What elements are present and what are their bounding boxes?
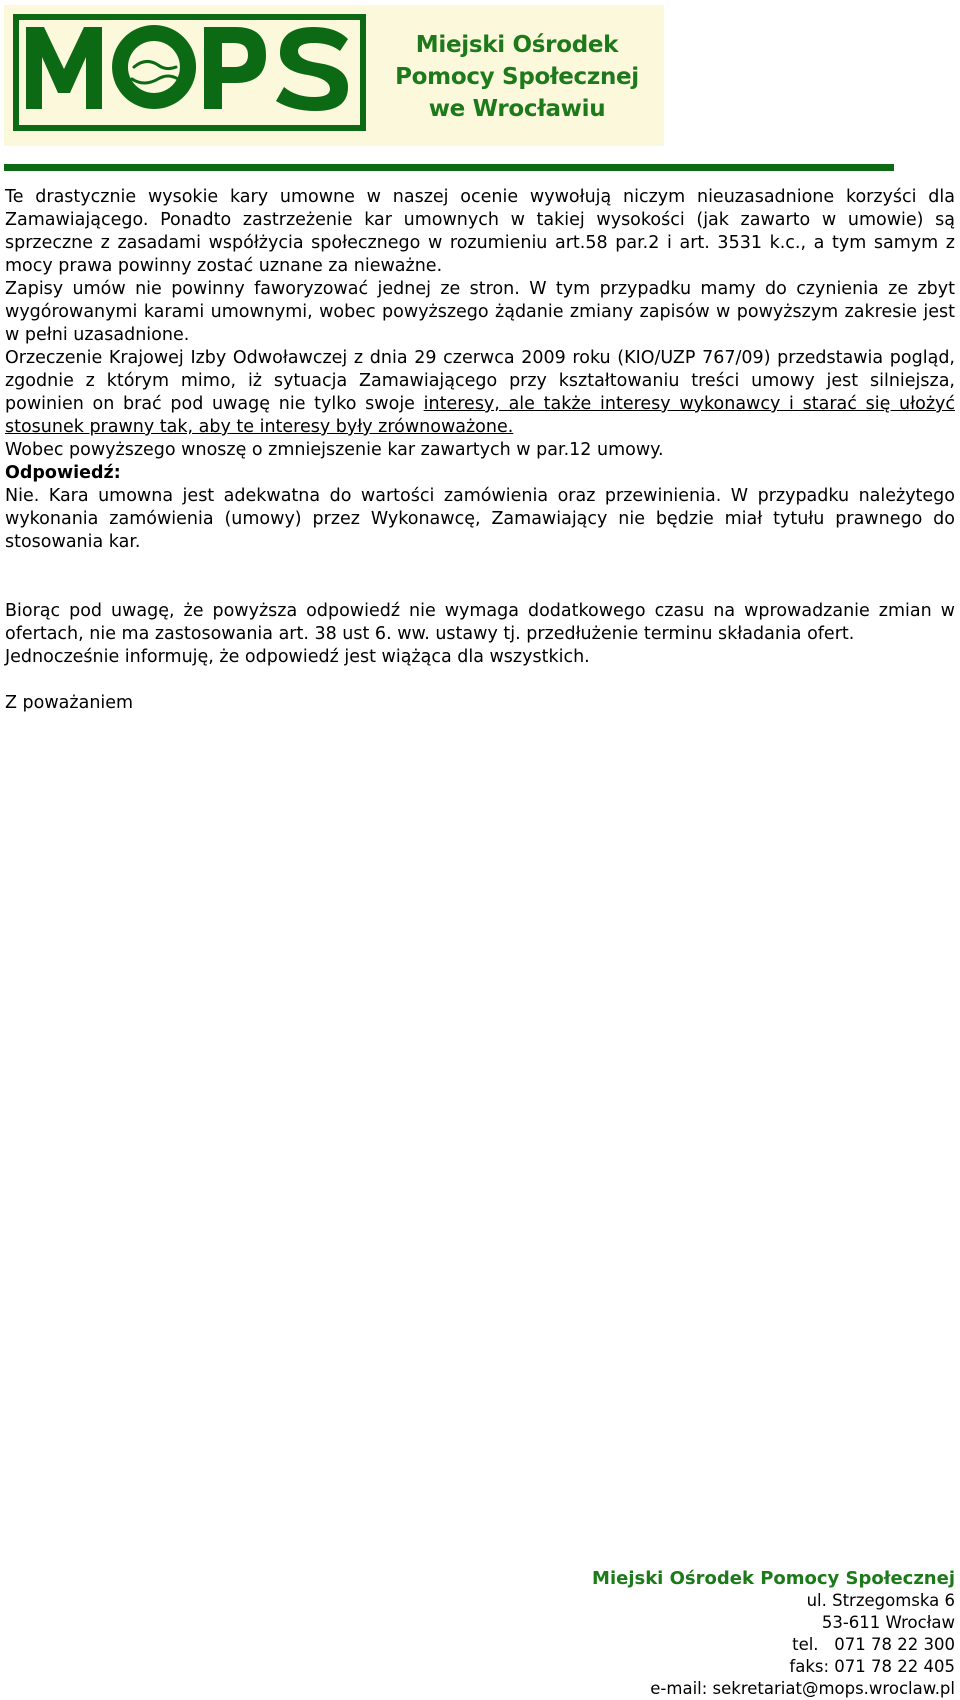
paragraph-3 [5, 347, 955, 439]
logo-org-line-1: Miejski Ośrodek [415, 32, 619, 58]
footer-email: e-mail: sekretariat@mops.wroclaw.pl [650, 1679, 955, 1698]
paragraph-5: Biorąc pod uwagę, że powyższa odpowiedź nie wymaga dodatkowego czasu na wprowadzanie zmian w ofertach, nie ma zastosowania art. 38 ust 6. ww. ustawy tj. przedłużenie terminu składania ofert. [5, 601, 955, 644]
footer-address [592, 1568, 955, 1700]
footer-tel: tel. 071 78 22 300 [792, 1635, 955, 1654]
paragraph-1: Te drastycznie wysokie kary umowne w naszej ocenie wywołują niczym nieuzasadnione korzyści dla Zamawiającego. Ponadto zastrzeżenie kar umownych w takiej wysokości (jak zawarto w umowie) są sprzeczne z zasadami współżycia społecznego w rozumieniu art.58 par.2 i art. 3531 k.c., a tym samym z mocy prawa powinny zostać uznane za nieważne. [5, 187, 955, 276]
answer-text: Nie. Kara umowna jest adekwatna do wartości zamówienia oraz przewinienia. W przypadku należytego wykonania zamówienia (umowy) przez Wykonawcę, Zamawiający nie będzie miał tytułu prawnego do stosowania kar. [5, 486, 955, 552]
footer-street: ul. Strzegomska 6 [806, 1591, 955, 1610]
footer-city: 53-611 Wrocław [821, 1613, 955, 1632]
logo-org-line-2: Pomocy Społecznej [395, 64, 639, 90]
paragraph-4: Wobec powyższego wnoszę o zmniejszenie kar zawartych w par.12 umowy. [5, 440, 664, 460]
logo-org-line-3: we Wrocławiu [428, 96, 606, 122]
paragraph-2: Zapisy umów nie powinny faworyzować jednej ze stron. W tym przypadku mamy do czynienia ze zbyt wygórowanymi karami umownymi, wobec powyższego żądanie zmiany zapisów w powyższym zakresie jest w pełni uzasadnione. [5, 279, 955, 345]
paragraph-3-underlined: interesy, ale także interesy wykonawcy i starać się ułożyć stosunek prawny tak, aby te interesy były zrównoważone. [5, 394, 955, 437]
footer-org-name: Miejski Ośrodek Pomocy Społecznej [592, 1568, 955, 1589]
logo-org-name [382, 29, 652, 125]
paragraph-3-text: Orzeczenie Krajowej Izby Odwoławczej z dnia 29 czerwca 2009 roku (KIO/UZP 767/09) przedstawia pogląd, zgodnie z którym mimo, iż sytuacja Zamawiającego przy kształtowaniu treści umowy jest silniejsza, powinien on brać pod uwagę nie tylko swoje [5, 348, 955, 414]
mops-logo-mark [18, 13, 358, 123]
closing: Z poważaniem [5, 693, 134, 713]
paragraph-6: Jednocześnie informuję, że odpowiedź jest wiążąca dla wszystkich. [5, 647, 590, 667]
answer-heading: Odpowiedź: [5, 463, 121, 483]
letter-body [5, 186, 955, 715]
header-divider [4, 164, 894, 171]
footer-fax: faks: 071 78 22 405 [789, 1657, 955, 1676]
mops-logo [4, 5, 664, 146]
